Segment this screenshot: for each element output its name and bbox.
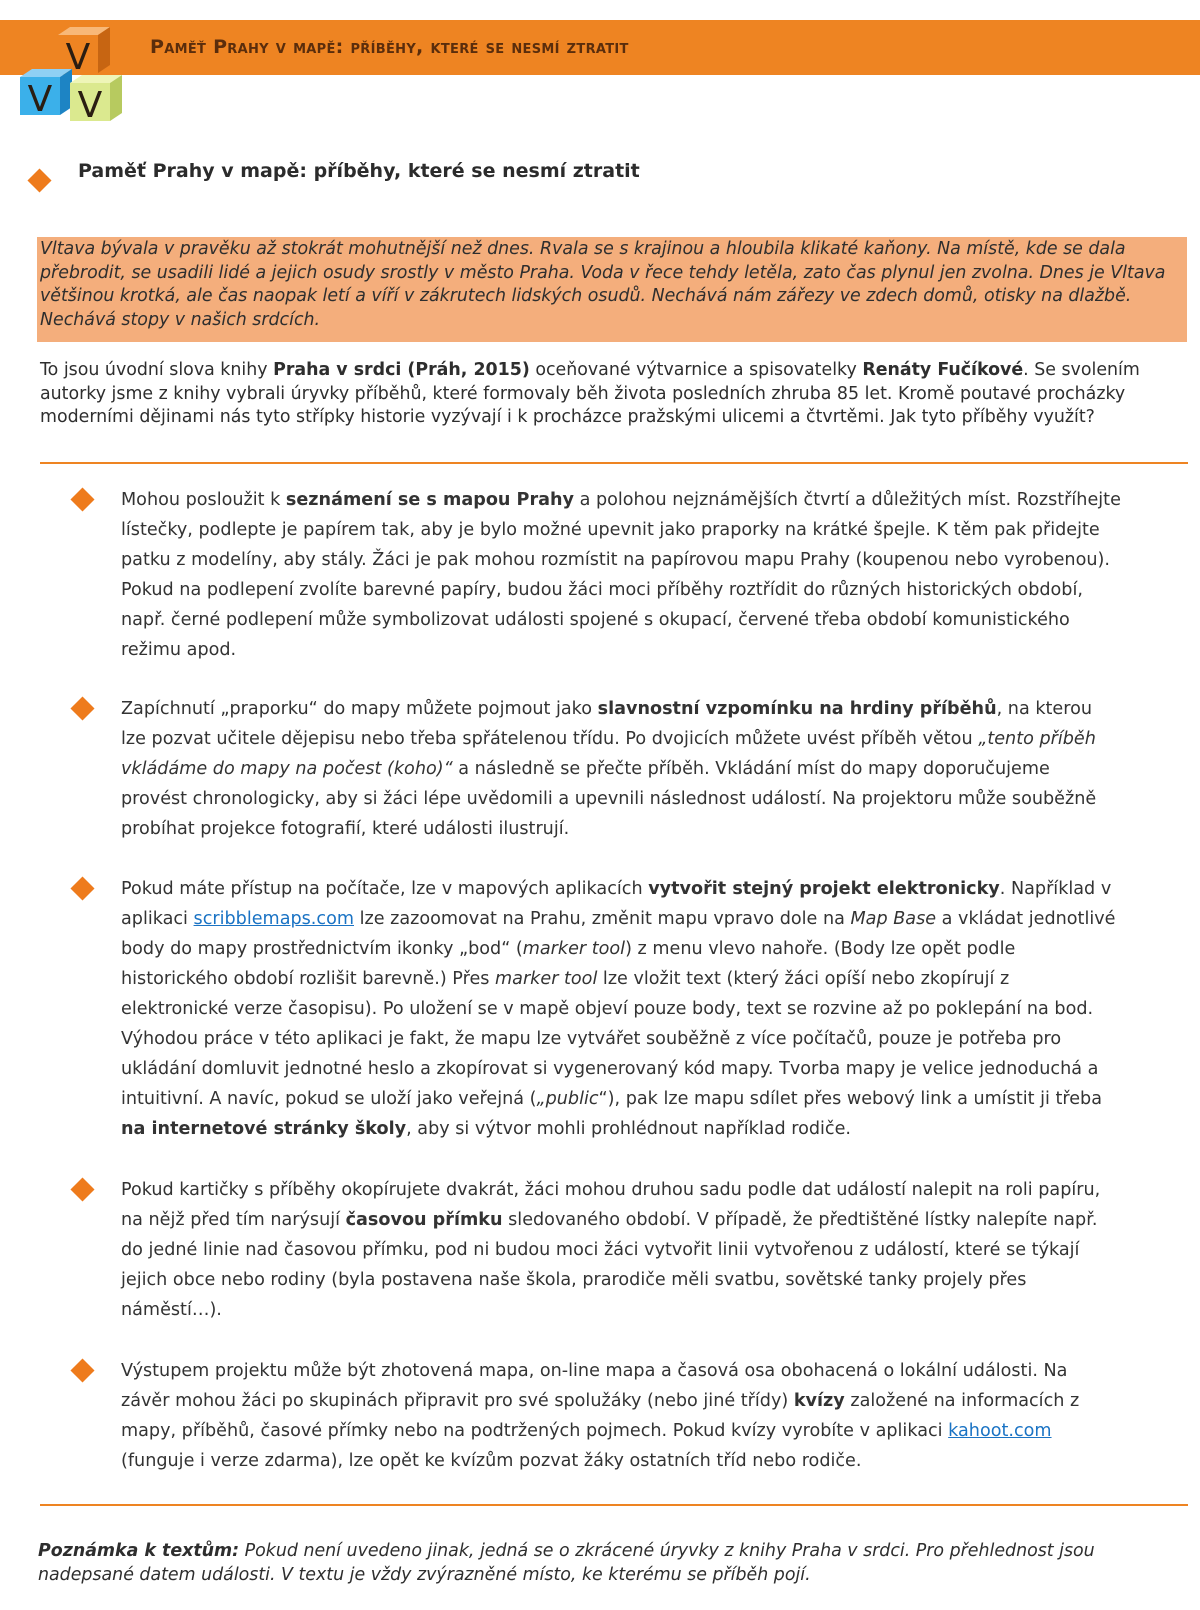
item-text: Zapíchnutí „praporku“ do mapy můžete pojmout jako <box>121 699 598 719</box>
footnote <box>38 1540 1188 1587</box>
logo-letter: V <box>65 37 91 78</box>
page-title: Paměť Prahy v mapě: příběhy, které se nesmí ztratit <box>150 36 629 58</box>
item-highlight: na internetové stránky školy <box>121 1119 407 1139</box>
item-highlight: seznámení se s mapou Prahy <box>285 490 574 510</box>
diamond-bullet-icon <box>70 1358 94 1382</box>
divider <box>40 1504 1188 1506</box>
item-highlight: vytvořit stejný projekt elektronicky <box>648 879 1000 899</box>
list-item <box>121 485 1121 665</box>
item-text: , aby si výtvor mohli prohlédnout například rodiče. <box>406 1119 852 1139</box>
intro-text: . Se svolením autorky jsme z knihy vybrali úryvky příběhů, které formovaly běh života posledních zhruba 85 let. Kromě poutavé procházky moderními dějinami nás tyto střípky historie vyzývají i k procházce pražskými ulicemi a čtvrtěmi. Jak tyto příběhy využít? <box>40 360 1140 428</box>
item-text: sledovaného období. V případě, že předtištěné lístky nalepíte např. do jedné linie nad časovou přímku, pod ni budou moci žáci vytvořit linii vytvořenou z událostí, které se týkají jejich obce nebo rodiny (byla postavena naše škola, prarodiče měli svatbu, sovětské tanky projely přes náměstí…). <box>121 1210 1098 1320</box>
item-text: (funguje i verze zdarma), lze opět ke kvízům pozvat žáky ostatních tříd nebo rodiče. <box>121 1451 862 1471</box>
item-highlight: časovou přímku <box>345 1210 503 1230</box>
author-name: Renáty Fučíkové <box>862 360 1024 380</box>
book-title: Praha v srdci (Práh, 2015) <box>273 360 530 380</box>
item-text: Mohou posloužit k <box>121 490 286 510</box>
item-text: lze vložit text (který žáci opíší nebo zkopírují z elektronické verze časopisu). Po uložení se v mapě objeví pouze body, text se rozvine až po poklepání na bod. Výhodou práce v této aplikaci je fakt, že mapu lze vytvářet souběžně z více počítačů, pouze je potřeba pro ukládání domluvit jednotné heslo a zkopírovat si vygenerovaný kód mapy. Tvorba mapy je velice jednoduchá a intuitivní. A navíc, pokud se uloží jako veřejná ( <box>121 969 1099 1109</box>
list-item <box>121 1356 1121 1476</box>
item-text: založené na informacích z mapy, příběhů, časové přímky nebo na podtržených pojmech. Pokud kvízy vyrobíte v aplikaci <box>121 1391 1080 1441</box>
item-italic: Map Base <box>850 909 937 929</box>
diamond-bullet-icon <box>70 1177 94 1201</box>
list-item <box>121 874 1121 1144</box>
item-italic: marker tool <box>522 939 626 959</box>
item-text: Pokud máte přístup na počítače, lze v mapových aplikacích <box>121 879 649 899</box>
item-text: ) z menu vlevo nahoře. (Body lze opět podle historického období rozlišit barevně.) Přes <box>121 939 1016 989</box>
footnote-label: Poznámka k textům: <box>38 1541 240 1561</box>
diamond-bullet-icon <box>70 487 94 511</box>
item-text: Výstupem projektu může být zhotovená mapa, on-line mapa a časová osa obohacená o lokální události. Na závěr mohou žáci po skupinách připravit pro své spolužáky (nebo jiné třídy) <box>121 1361 1068 1411</box>
item-text: “), pak lze mapu sdílet přes webový link a umístit ji třeba <box>598 1089 1102 1109</box>
subtitle: Paměť Prahy v mapě: příběhy, které se nesmí ztratit <box>78 160 640 182</box>
logo-letter: V <box>77 85 103 126</box>
logo <box>18 25 130 130</box>
item-text: a následně se přečte příběh. Vkládání míst do mapy doporučujeme provést chronologicky, aby si žáci lépe uvědomili a upevnili následnost událostí. Na projektoru může souběžně probíhat projekce fotografií, které události ilustrují. <box>121 759 1097 839</box>
item-text: lze zazoomovat na Prahu, změnit mapu vpravo dole na <box>353 909 851 929</box>
diamond-bullet-icon <box>27 168 51 192</box>
item-italic: marker tool <box>495 969 598 989</box>
list-item <box>121 694 1121 844</box>
kahoot-link[interactable]: kahoot.com <box>948 1421 1052 1441</box>
item-text: , na kterou lze pozvat učitele dějepisu nebo třeba spřátelenou třídu. Po dvojicích můžete uvést příběh větou <box>121 699 1092 749</box>
item-text: Pokud kartičky s příběhy okopírujete dvakrát, žáci mohou druhou sadu podle dat událostí nalepit na roli papíru, na nějž před tím narýsují <box>121 1180 1101 1230</box>
intro-paragraph <box>40 359 1190 430</box>
list-item <box>121 1175 1121 1325</box>
quote-text: Vltava bývala v pravěku až stokrát mohutnější než dnes. Rvala se s krajinou a hloubila klikaté kaňony. Na místě, kde se dala přebrodit, se usadili lidé a jejich osudy srostly v město Praha. Voda v řece tehdy letěla, zato čas plynul jen zvolna. Dnes je Vltava většinou krotká, ale čas naopak letí a víří v zákrutech lidských osudů. Nechává nám zářezy ve zdech domů, otisky na dlažbě. Nechává stopy v našich srdcích. <box>40 239 1166 330</box>
item-italic: „tento příběh vkládáme do mapy na počest (koho)“ <box>121 729 1096 779</box>
item-highlight: kvízy <box>793 1391 845 1411</box>
logo-letter: V <box>27 79 53 120</box>
item-highlight: slavnostní vzpomínku na hrdiny příběhů <box>597 699 997 719</box>
item-italic: „public <box>536 1089 599 1109</box>
scribblemaps-link[interactable]: scribblemaps.com <box>193 909 354 929</box>
diamond-bullet-icon <box>70 696 94 720</box>
divider <box>40 462 1188 464</box>
diamond-bullet-icon <box>70 876 94 900</box>
item-text: a polohou nejznámějších čtvrtí a důležitých míst. Rozstříhejte lístečky, podlepte je papírem tak, aby je bylo možné upevnit jako praporky na krátké špejle. K těm pak přidejte patku z modelíny, aby stály. Žáci je pak mohou rozmístit na papírovou mapu Prahy (koupenou nebo vyrobenou). Pokud na podlepení zvolíte barevné papíry, budou žáci moci příběhy roztřídit do různých historických období, např. černé podlepení může symbolizovat události spojené s okupací, červené třeba období komunistického režimu apod. <box>121 490 1121 660</box>
item-text: a vkládat jednotlivé body do mapy prostřednictvím ikonky „bod“ ( <box>121 909 1116 959</box>
item-text: . Například v aplikaci <box>121 879 1112 929</box>
footnote-text: Pokud není uvedeno jinak, jedná se o zkrácené úryvky z knihy Praha v srdci. Pro přehlednost jsou nadepsané datem události. V textu je vždy zvýrazněné místo, ke kterému se příběh pojí. <box>38 1541 1095 1585</box>
intro-text: To jsou úvodní slova knihy <box>40 360 274 380</box>
intro-text: oceňované výtvarnice a spisovatelky <box>529 360 863 380</box>
